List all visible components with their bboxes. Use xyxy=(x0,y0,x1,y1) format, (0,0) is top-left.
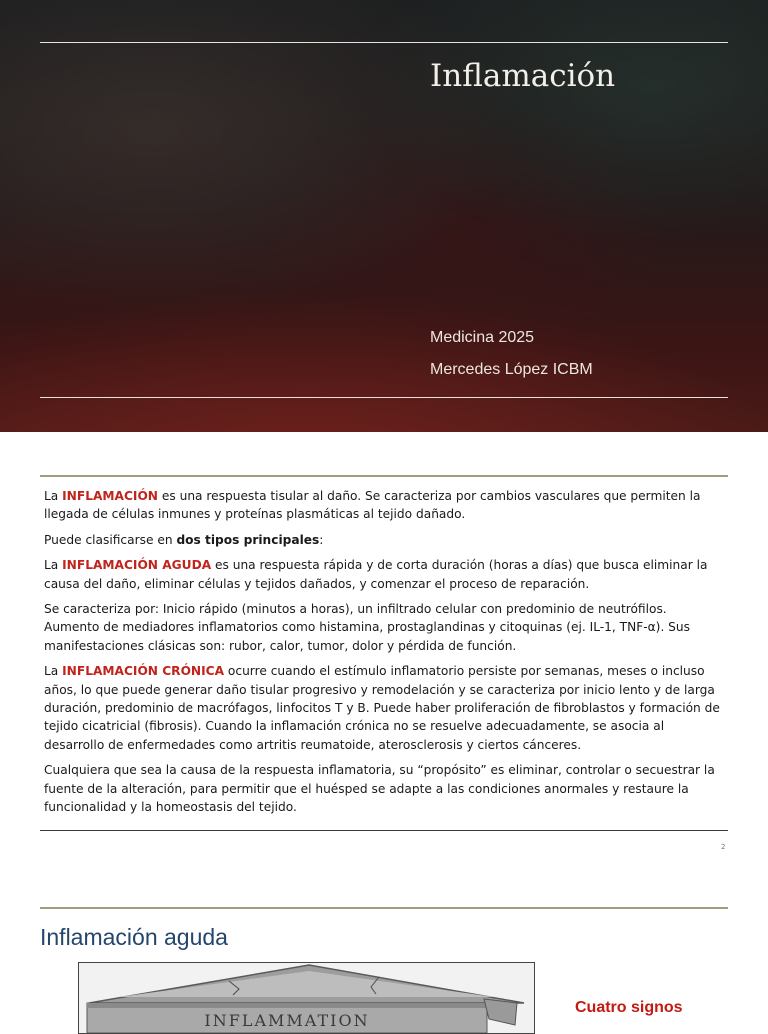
paragraph-purpose: Cualquiera que sea la causa de la respuesta inflamatoria, su “propósito” es eliminar, controlar o secuestrar la fuente de la alteración, para permitir que el huésped se adapte a las condiciones anormales y restaure la funcionalidad y la homeostasis del tejido. xyxy=(44,763,715,815)
paragraph-acute: La INFLAMACIÓN AGUDA es una respuesta rápida y de corta duración (horas a días) que busca eliminar la causa del daño, eliminar células y tejidos dañados, y comenzar el proceso de reparación. xyxy=(44,558,708,591)
term-inflamacion-cronica: INFLAMACIÓN CRÓNICA xyxy=(62,664,225,679)
text-slide xyxy=(0,432,768,862)
slide-title: Inflamación xyxy=(430,58,616,94)
paragraph-classification: Puede clasificarse en dos tipos principales: xyxy=(44,532,324,547)
paragraph-definition: La INFLAMACIÓN es una respuesta tisular al daño. Se caracteriza por cambios vasculares que permiten la llegada de células inmunes y proteínas plasmáticas al tejido dañado. xyxy=(44,489,701,522)
term-inflamacion: INFLAMACIÓN xyxy=(62,489,158,503)
temple-illustration-svg xyxy=(79,963,534,1033)
title-top-rule xyxy=(40,42,728,43)
title-slide xyxy=(0,0,768,432)
term-dos-tipos: dos tipos principales xyxy=(176,532,320,547)
four-signs-label: Cuatro signos xyxy=(575,999,683,1016)
acute-slide-top-rule xyxy=(40,907,728,909)
paragraph-acute-features: Se caracteriza por: Inicio rápido (minutos a horas), un infiltrado celular con predominio de neutrófilos. Aumento de mediadores inflamatorios como histamina, prostaglandinas y citoquinas (ej. IL-1, TNF-α). Sus manifestaciones clásicas son: rubor, calor, tumor, dolor y pérdida de función. xyxy=(44,602,690,653)
page-number: 2 xyxy=(721,843,726,851)
text-slide-bottom-rule xyxy=(40,830,728,831)
temple-inscription: INFLAMMATION xyxy=(204,1011,370,1030)
paragraph-chronic: La INFLAMACIÓN CRÓNICA ocurre cuando el estímulo inflamatorio persiste por semanas, meses o incluso años, lo que puede generar daño tisular progresivo y remodelación y se caracteriza por inicio lento y de larga duración, predominio de macrófagos, linfocitos T y B. Puede haber proliferación de fibroblastos y formación de tejido cicatricial (fibrosis). Cuando la inflamación crónica no se resuelve adecuadamente, se asocia al desarrollo de enfermedades como artritis reumatoide, aterosclerosis y ciertos cánceres. xyxy=(44,664,720,752)
title-bottom-rule xyxy=(40,397,728,398)
acute-inflammation-slide xyxy=(0,862,768,1030)
subtitle-course: Medicina 2025 xyxy=(430,329,535,346)
term-inflamacion-aguda: INFLAMACIÓN AGUDA xyxy=(62,558,212,573)
text-slide-top-rule xyxy=(40,475,728,477)
acute-slide-title: Inflamación aguda xyxy=(40,924,228,950)
subtitle-author: Mercedes López ICBM xyxy=(430,361,593,378)
temple-illustration xyxy=(78,962,535,1034)
text-slide-body xyxy=(44,487,720,824)
